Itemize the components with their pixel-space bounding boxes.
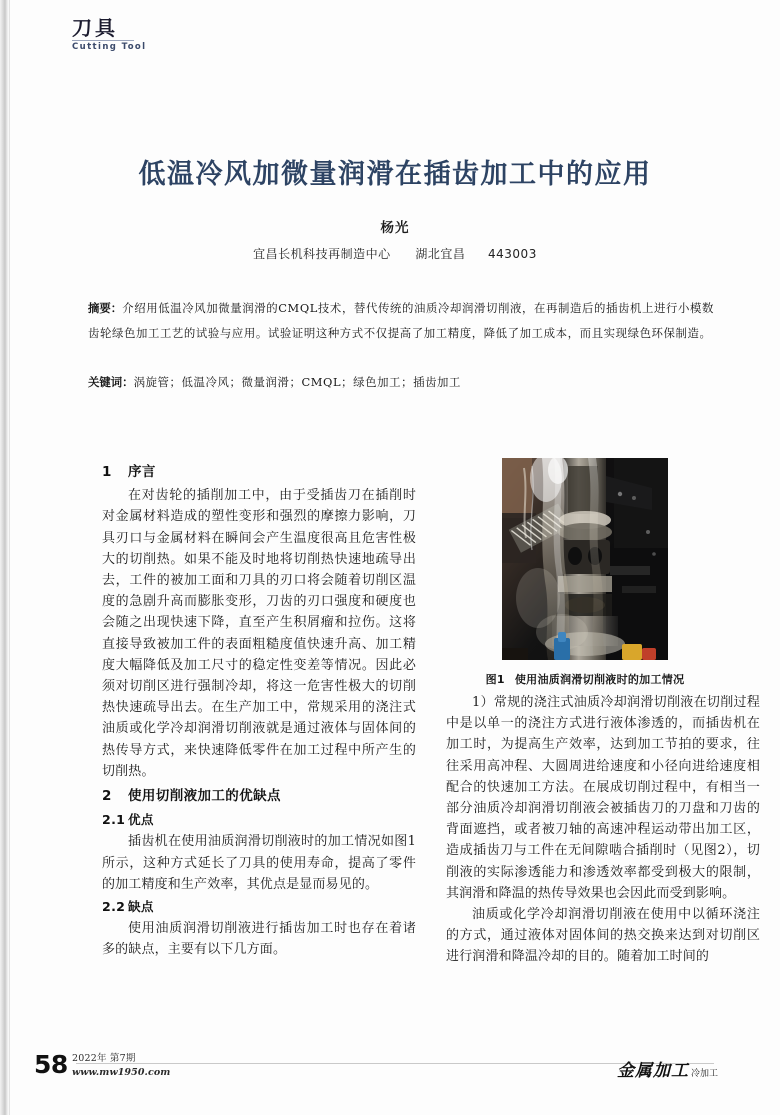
footer-issue: 2022年 第7期 [72,1053,136,1064]
paragraph-s22-p2: 1）常规的浇注式油质冷却润滑切削液在切削过程中是以单一的浇注方式进行液体渗透的，而插齿机在加工时，为提高生产效率，达到加工节拍的要求，往往采用高冲程、大圆周进给速度和小径向进给速度相配合的快速加工方法。在展成切削过程中，有相当一部分油质冷却润滑切削液会被插齿刀的刀盘和刀齿的背面遮挡，或者被刀轴的高速冲程运动带出加工区，造成插齿刀与工件在无间隙啮合插削时（见图2），切削液的实际渗透能力和渗透效率都受到极大的限制，其润滑和降温的热传导效果也会因此而受到影响。 [446,695,760,901]
scan-binding-strip [0,0,9,1115]
heading-section-2-2 [102,896,416,917]
footer-brand [617,1056,718,1081]
paragraph-s21-p1: 插齿机在使用油质润滑切削液时的加工情况如图1所示，这种方式延长了刀具的使用寿命，提高了零件的加工精度和生产效率，其优点是显而易见的。 [102,834,416,892]
footer-issue-info [72,1052,170,1080]
figure-1 [502,458,668,660]
masthead-title-en: Cutting Tool [72,42,147,52]
page-number: 58 [34,1050,68,1079]
paragraph-s22-p1: 使用油质润滑切削液进行插齿加工时也存在着诸多的缺点，主要有以下几方面。 [102,921,416,958]
masthead-divider [72,40,134,41]
affiliation-zip: 443003 [488,247,537,261]
figure-1-caption-text: 使用油质润滑切削液时的加工情况 [514,673,685,686]
figure-1-caption [440,671,730,687]
footer-brand-name: 金属加工 [616,1061,689,1081]
heading-section-1-number: 1 [102,464,112,480]
abstract-text: 介绍用低温冷风加微量润滑的CMQL技术，替代传统的油质冷却润滑切削液，在再制造后的插齿机上进行小模数齿轮绿色加工工艺的试验与应用。试验证明这种方式不仅提高了加工精度，降低了加工成本，而且实现绿色环保制造。 [88,301,714,340]
heading-section-1-title: 序言 [128,464,156,480]
affiliation-region: 湖北宜昌 [415,247,466,261]
column-right [446,692,760,968]
figure-1-caption-number: 图1 [485,673,505,686]
heading-section-2-title: 使用切削液加工的优缺点 [128,788,281,805]
author-affiliation [10,245,780,262]
affiliation-org: 宜昌长机科技再制造中心 [253,247,391,261]
heading-section-2-2-title: 缺点 [128,899,154,915]
heading-section-2-number: 2 [102,788,112,805]
heading-section-2-1-number: 2.1 [102,812,126,828]
heading-section-2-2-number: 2.2 [102,899,126,915]
keywords-label: 关键词： [88,375,134,389]
heading-section-2-1 [102,809,416,830]
keywords-text: 涡旋管；低温冷风；微量润滑；CMQL；绿色加工；插齿加工 [133,375,462,389]
heading-section-2-1-title: 优点 [128,812,154,828]
page-body [10,0,780,1115]
abstract-label: 摘要： [88,301,123,315]
heading-section-1 [102,462,416,483]
footer-website[interactable]: www.mw1950.com [72,1067,171,1078]
paragraph-s22-p3: 油质或化学冷却润滑切削液在使用中以循环浇注的方式，通过液体对固体间的热交换来达到对切削区进行润滑和降温冷却的目的。随着加工时间的 [446,907,760,965]
masthead [72,18,272,52]
page-title: 低温冷风加微量润滑在插齿加工中的应用 [138,159,652,190]
paragraph-s1-p1: 在对齿轮的插削加工中，由于受插齿刀在插削时对金属材料造成的塑性变形和强烈的摩擦力影响，刀具刃口与金属材料在瞬间会产生温度很高且危害性极大的切削热。如果不能及时地将切削热快速地疏导出去，工件的被加工面和刀具的刃口将会随着切削区温度的急剧升高而膨胀变形，刀齿的刃口强度和硬度也会随之出现快速下降，直至产生积屑瘤和拉伤。这将直接导致被加工件的表面粗糙度值快速升高、加工精度大幅降低及加工尺寸的稳定性变差等情况。因此必须对切削区进行强制冷却，将这一危害性极大的切削热快速疏导出去。在生产加工中，常规采用的浇注式油质或化学冷却润滑切削液就是通过液体与固体间的热传导方式，来快速降低零件在加工过程中所产生的切削热。 [102,488,416,779]
keywords-block [88,371,714,393]
footer-brand-sub: 冷加工 [690,1069,718,1079]
column-left [102,462,416,961]
masthead-title-cn: 刀具 [72,16,118,40]
author-name: 杨光 [380,220,410,236]
abstract-block [88,296,714,346]
heading-section-2 [102,786,416,807]
figure-1-image [502,458,668,660]
gear-shaper-photo [502,458,668,660]
